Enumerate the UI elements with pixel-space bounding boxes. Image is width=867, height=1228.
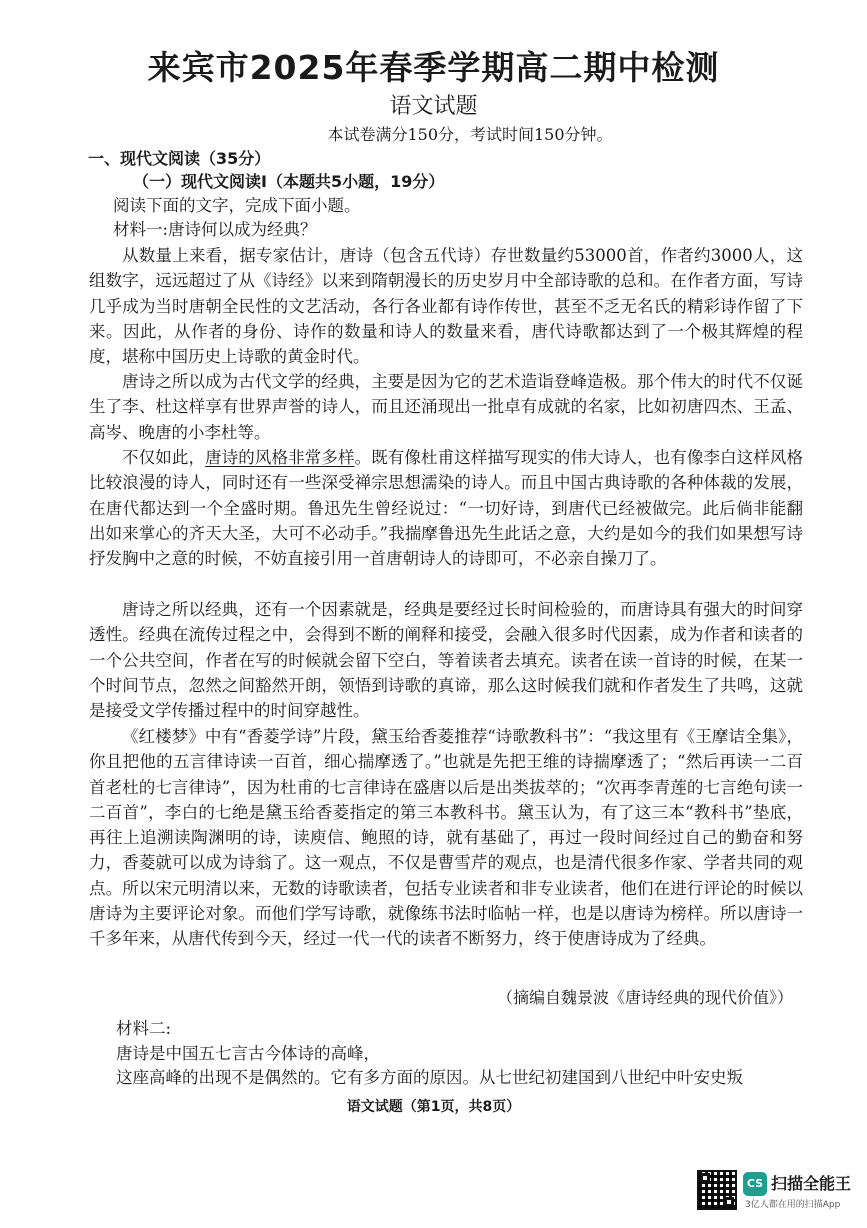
- material1-title: 材料一:唐诗何以成为经典？: [113, 220, 317, 239]
- paragraph-5: 《红楼梦》中有“香菱学诗”片段，黛玉给香菱推荐“诗歌教科书”：“我这里有《王摩诘全集》，你且把他的五言律诗读一百首，细心揣摩透了。”也就是先把王维的诗揣摩透了；“然后再读一二百首老杜的七言律诗”，因为杜甫的七言律诗在盛唐以后是出类拔萃的；“次再李青莲的七言绝句读一二百首”，李白的七绝是黛玉给香菱指定的第三本教科书。黛玉认为，有了这三本“教科书”垫底，再往上追溯读陶渊明的诗，读庾信、鲍照的诗，就有基础了，再过一段时间经过自己的勤奋和努力，香菱就可以成为诗翁了。这一观点，不仅是曹雪芹的观点，也是清代很多作家、学者共同的观点。所以宋元明清以来，无数的诗歌读者，包括专业读者和非专业读者，他们在进行评论的时候以唐诗为主要评论对象。而他们学写诗歌，就像练书法时临帖一样，也是以唐诗为榜样。所以唐诗一千多年来，从唐代传到今天，经过一代一代的读者不断努力，终于使唐诗成为了经典。: [89, 727, 803, 949]
- paragraph-3-lead: 不仅如此，: [122, 448, 206, 467]
- instruction-text: 阅读下面的文字，完成下面小题。: [113, 196, 361, 215]
- material2-title: 材料二:: [116, 1019, 172, 1038]
- material2-line-2: 这座高峰的出现不是偶然的。它有多方面的原因。从七世纪初建国到八世纪中叶安史叛: [116, 1068, 743, 1087]
- exam-info: 本试卷满分150分，考试时间150分钟。: [327, 125, 613, 144]
- exam-subtitle: 语文试题: [389, 94, 478, 119]
- watermark-tagline: 3亿人都在用的扫描App: [745, 1200, 841, 1210]
- source-citation: （摘编自魏景波《唐诗经典的现代价值》）: [496, 988, 793, 1007]
- page-footer: 语文试题（第1页，共8页）: [346, 1099, 521, 1115]
- camscanner-logo-icon: CS: [743, 1172, 767, 1196]
- underlined-phrase: 唐诗的风格非常多样: [205, 448, 355, 467]
- paragraph-3-rest: 。既有像杜甫这样描写现实的伟大诗人，也有像李白这样风格比较浪漫的诗人，同时还有一些深受禅宗思想濡染的诗人。而且中国古典诗歌的各种体裁的发展，在唐代都达到一个全盛时期。鲁迅先生曾经说过：“一切好诗，到唐代已经被做完。此后倘非能翻出如来掌心的齐天大圣，大可不必动手。”我揣摩鲁迅先生此话之意，大约是如今的我们如果想写诗抒发胸中之意的时候，不妨直接引用一首唐朝诗人的诗即可，不必亲自操刀了。: [89, 448, 804, 569]
- subsection-heading: （一）现代文阅读Ⅰ（本题共5小题，19分）: [133, 172, 445, 191]
- material2-line-1: 唐诗是中国五七言古今体诗的高峰，: [116, 1044, 380, 1063]
- paragraph-4: 唐诗之所以经典，还有一个因素就是，经典是要经过长时间检验的，而唐诗具有强大的时间穿透性。经典在流传过程之中，会得到不断的阐释和接受，会融入很多时代因素，成为作者和读者的一个公共空间，作者在写的时候就会留下空白，等着读者去填充。读者在读一首诗的时候，在某一个时间节点，忽然之间豁然开朗，领悟到诗歌的真谛，那么这时候我们就和作者发生了共鸣，这就是接受文学传播过程中的时间穿越性。: [89, 600, 803, 721]
- paragraph-1: 从数量上来看，据专家估计，唐诗（包含五代诗）存世数量约53000首，作者约3000人，这组数字，远远超过了从《诗经》以来到隋朝漫长的历史岁月中全部诗歌的总和。在作者方面，写诗几乎成为当时唐朝全民性的文艺活动，各行各业都有诗作传世，甚至不乏无名氏的精彩诗作留了下来。因此，从作者的身份、诗作的数量和诗人的数量来看，唐代诗歌都达到了一个极其辉煌的程度，堪称中国历史上诗歌的黄金时代。: [89, 246, 803, 367]
- qr-code-icon: [697, 1170, 737, 1210]
- section-heading: 一、现代文阅读（35分）: [88, 149, 271, 168]
- paragraph-2: 唐诗之所以成为古代文学的经典，主要是因为它的艺术造诣登峰造极。那个伟大的时代不仅诞生了李、杜这样享有世界声誉的诗人，而且还涌现出一批卓有成就的名家，比如初唐四杰、王孟、高岑、晚唐的小李杜等。: [89, 372, 803, 442]
- paragraph-3: [89, 445, 803, 571]
- exam-title: 来宾市2025年春季学期高二期中检测: [147, 48, 720, 87]
- watermark-app-name: 扫描全能王: [771, 1174, 852, 1193]
